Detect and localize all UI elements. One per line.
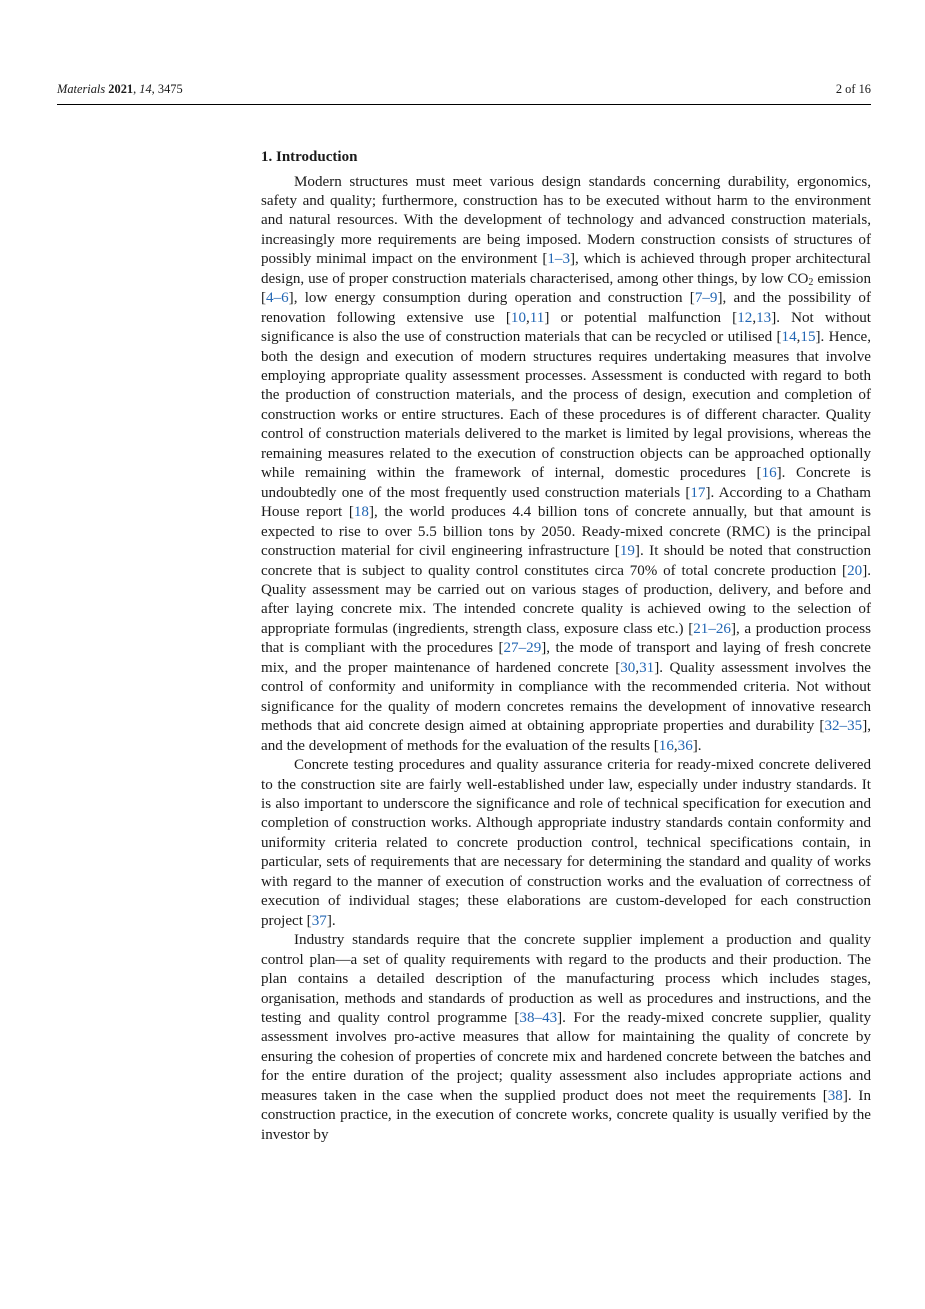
citation-link[interactable]: 4–6 xyxy=(266,290,289,307)
text-run: ]. Quality assessment may be carried out on various stages of production, delivery, and before and after laying concrete mix. The intended concrete quality is achieved owing to the selection of appropriate formulas (ingredients, strength class, exposure class etc.) [ xyxy=(261,562,871,637)
subscript: 2 xyxy=(808,276,814,288)
text-run: ], and the possibility of renovation following extensive use [ xyxy=(261,290,871,326)
article-number: 3475 xyxy=(157,82,183,96)
citation-link[interactable]: 32–35 xyxy=(824,718,863,735)
text-run: ]. xyxy=(692,737,702,754)
text-run: , xyxy=(752,309,757,326)
running-header xyxy=(57,82,871,104)
citation-link[interactable]: 7–9 xyxy=(694,290,718,307)
citation-link[interactable]: 15 xyxy=(800,329,816,346)
paragraph-2 xyxy=(261,756,871,931)
citation-link[interactable]: 18 xyxy=(353,504,369,521)
text-run: , xyxy=(526,309,530,326)
citation-link[interactable]: 1–3 xyxy=(547,251,571,268)
citation-link[interactable]: 31 xyxy=(639,659,655,676)
text-run: , xyxy=(635,659,640,676)
citation-link[interactable]: 30 xyxy=(620,659,636,676)
citation-link[interactable]: 16 xyxy=(761,465,777,482)
text-run: , xyxy=(796,329,801,346)
journal-name: Materials xyxy=(57,82,106,96)
text-run: ], a production process that is compliant with the procedures [ xyxy=(261,620,872,657)
citation-link[interactable]: 37 xyxy=(311,912,327,929)
text-run: Concrete testing procedures and quality assurance criteria for ready-mixed concrete delivered to the construction site are fairly well-established under law, especially under industry standards. It is also important to underscore the significance and role of technical specification for execution and completion of construction works. Although appropriate industry standards contain conformity and uniformity criteria related to concrete production control, technical specifications contain, in particular, sets of requirements that are necessary for determining the standard and quality of works with regard to the manner of execution of construction works and the evaluation of correctness of execution of individual stages; these elaborations are custom-developed for each construction project [ xyxy=(261,757,871,929)
citation-link[interactable]: 27–29 xyxy=(503,640,542,657)
journal-year: 2021 xyxy=(108,82,134,96)
text-run: ], the mode of transport and laying of fresh concrete mix, and the proper maintenance of hardened concrete [ xyxy=(261,640,871,676)
text-run: ]. For the ready-mixed concrete supplier, quality assessment involves pro-active measures that allow for maintaining the quality of concrete by ensuring the cohesion of properties of concrete mix and hardened concrete between the batches and for the entire duration of the project; quality assessment also includes appropriate actions and measures taken in the case when the supplied product does not meet the requirements [ xyxy=(261,1009,871,1104)
citation-link[interactable]: 10 xyxy=(510,309,526,326)
text-run: , xyxy=(673,737,678,754)
body-text xyxy=(261,148,871,1145)
citation-link[interactable]: 38 xyxy=(827,1087,843,1104)
text-run: ]. Quality assessment involves the control of conformity and uniformity in compliance with the recommended criteria. Not without significance for the quality of modern concretes remains the development of innovative research methods that aid concrete design aimed at obtaining appropriate properties and durability [ xyxy=(261,659,871,735)
text-run: ]. It should be noted that construction concrete that is subject to quality control constitutes circa 70% of total concrete production [ xyxy=(261,543,871,579)
text-run: ] or potential malfunction [ xyxy=(544,309,738,326)
text-run: Industry standards require that the concrete supplier implement a production and quality control plan—a set of quality requirements with regard to the products and their production. The plan contains a detailed description of the manufacturing process which includes stages, organisation, methods and standards of production as well as procedures and instructions, and the testing and quality control programme [ xyxy=(261,932,871,1026)
text-run: ], which is achieved through proper architectural design, use of proper construction materials characterised, among other things, by low CO xyxy=(261,251,871,287)
citation-link[interactable]: 38–43 xyxy=(519,1009,558,1026)
citation-link[interactable]: 36 xyxy=(677,737,693,754)
page-number: 2 of 16 xyxy=(835,82,871,96)
text-run: Modern structures must meet various design standards concerning durability, ergonomics, safety and quality; furthermore, construction has to be executed without harm to the environment and natural resources. With the development of technology and advanced construction materials, increasingly more requirements are being imposed. Modern construction consists of structures of possibly minimal impact on the environment [ xyxy=(261,173,871,268)
citation-link[interactable]: 17 xyxy=(690,484,706,501)
citation-link[interactable]: 12 xyxy=(737,309,753,326)
paragraph-1 xyxy=(261,173,871,757)
text-run: ]. In construction practice, in the execution of concrete works, concrete quality is usually verified by the investor by xyxy=(261,1087,871,1143)
text-run: ]. Hence, both the design and execution of modern structures requires undertaking measures that involve employing appropriate quality assessment processes. Assessment is conducted with regard to both the production of construction materials, and the process of design, execution and completion of construction works or entire structures. Each of these procedures is of different character. Quality control of construction materials delivered to the market is limited by legal provisions, whereas the remaining measures related to the execution of construction objects can be approached optionally while remaining within the framework of internal, domestic procedures [ xyxy=(261,329,871,482)
text-run: ]. Concrete is undoubtedly one of the most frequently used construction materials [ xyxy=(261,465,871,501)
text-run: ], and the development of methods for the evaluation of the results [ xyxy=(261,718,871,754)
citation-link[interactable]: 14 xyxy=(781,329,797,346)
citation-link[interactable]: 16 xyxy=(658,737,674,754)
citation-link[interactable]: 19 xyxy=(619,543,635,560)
text-run: ], the world produces 4.4 billion tons of concrete annually, but that amount is expected to rise to over 5.5 billion tons by 2050. Ready-mixed concrete (RMC) is the principal construction material for civil engineering infrastructure [ xyxy=(261,504,871,560)
header-divider xyxy=(57,104,871,105)
citation-link[interactable]: 11 xyxy=(529,309,545,326)
citation-link[interactable]: 13 xyxy=(756,309,772,326)
journal-volume: 14 xyxy=(139,82,152,96)
text-run: ], low energy consumption during operation and construction [ xyxy=(288,290,695,307)
text-run: ]. According to a Chatham House report [ xyxy=(261,484,871,521)
section-heading xyxy=(261,148,871,168)
citation-link[interactable]: 21–26 xyxy=(693,620,731,637)
journal-citation: Materials 2021, 14, 3475 xyxy=(57,82,183,96)
text-run: emission [ xyxy=(261,270,872,307)
section-title: Introduction xyxy=(276,149,358,165)
citation-link[interactable]: 20 xyxy=(847,562,863,579)
paragraph-3 xyxy=(261,931,871,1145)
text-run: ]. xyxy=(326,912,336,929)
section-number: 1. xyxy=(261,149,273,165)
text-run: ]. Not without significance is also the use of construction materials that can be recycled or utilised [ xyxy=(261,309,872,346)
